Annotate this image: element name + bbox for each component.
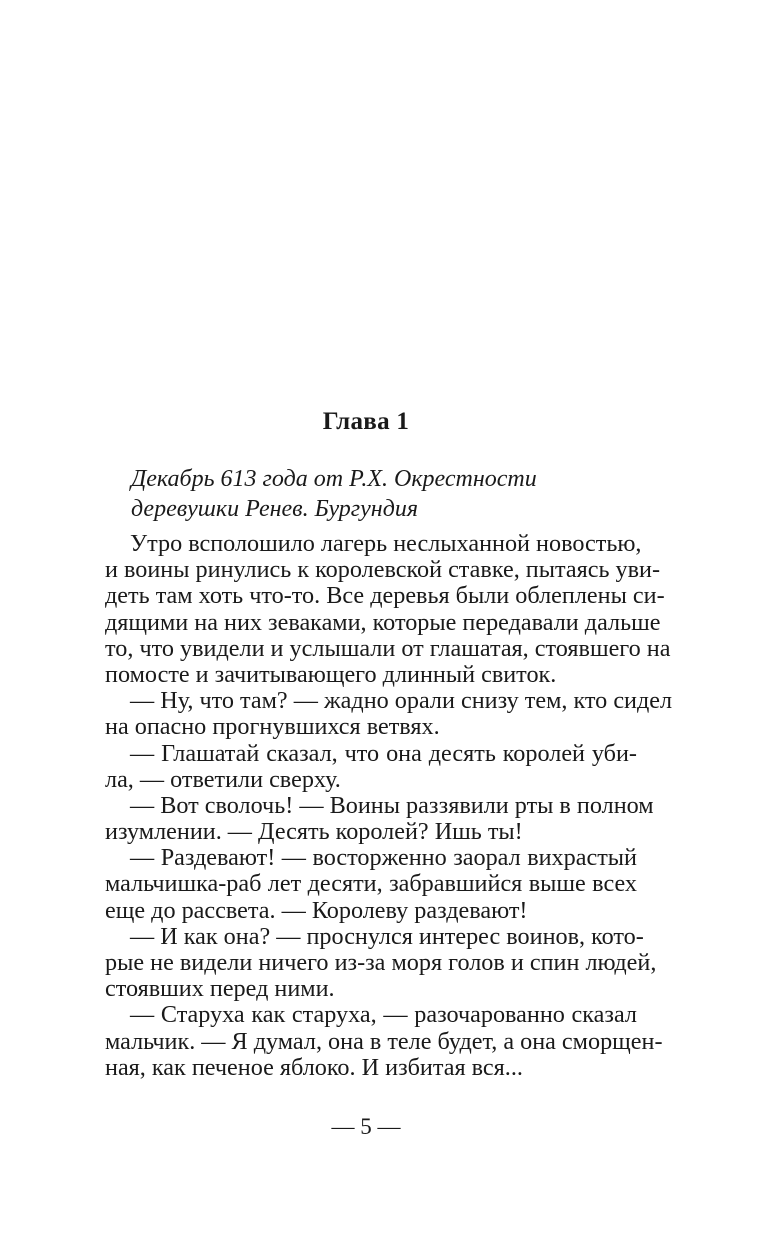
chapter-body-text (105, 530, 673, 1081)
page-number: — 5 — (331, 1114, 401, 1139)
text-line: мальчик. — Я думал, она в теле будет, а она сморщен- (105, 1027, 663, 1055)
text-line: то, что увидели и услышали от глашатая, стоявшего на (105, 634, 671, 662)
chapter-title: Глава 1 (322, 408, 410, 435)
text-line: дящими на них зеваками, которые передавали дальше (105, 608, 661, 636)
text-line: — Ну, что там? — жадно орали снизу тем, кто сидел (130, 687, 673, 715)
text-line: на опасно прогнувшихся ветвях. (105, 713, 440, 741)
text-line: стоявших перед ними. (105, 975, 335, 1003)
text-line: ла, — ответили сверху. (105, 765, 341, 793)
text-line: деть там хоть что-то. Все деревья были облеплены си- (105, 582, 665, 610)
text-line: — Глашатай сказал, что она десять королей уби- (130, 739, 637, 767)
text-line: — Старуха как старуха, — разочарованно сказал (130, 1001, 637, 1029)
epigraph (131, 464, 611, 524)
text-line: рые не видели ничего из-за моря голов и спин людей, (105, 949, 657, 976)
text-line: ная, как печеное яблоко. И избитая вся... (105, 1053, 523, 1081)
text-line: — Раздевают! — восторженно заорал вихрастый (130, 844, 637, 872)
text-line: — Вот сволочь! — Воины раззявили рты в полном (130, 791, 654, 819)
text-line: — И как она? — проснулся интерес воинов, кото- (130, 922, 644, 950)
text-line: помосте и зачитывающего длинный свиток. (105, 660, 557, 688)
text-line: мальчишка-раб лет десяти, забравшийся выше всех (105, 870, 637, 898)
text-line: изумлении. — Десять королей? Ишь ты! (105, 818, 523, 846)
text-line: еще до рассвета. — Королеву раздевают! (105, 896, 528, 924)
epigraph-line: деревушки Ренев. Бургундия (131, 496, 418, 522)
epigraph-line: Декабрь 613 года от Р.Х. Окрестности (131, 466, 537, 492)
text-line: Утро всполошило лагерь неслыханной новостью, (130, 530, 642, 557)
text-line: и воины ринулись к королевской ставке, пытаясь уви- (105, 556, 661, 584)
